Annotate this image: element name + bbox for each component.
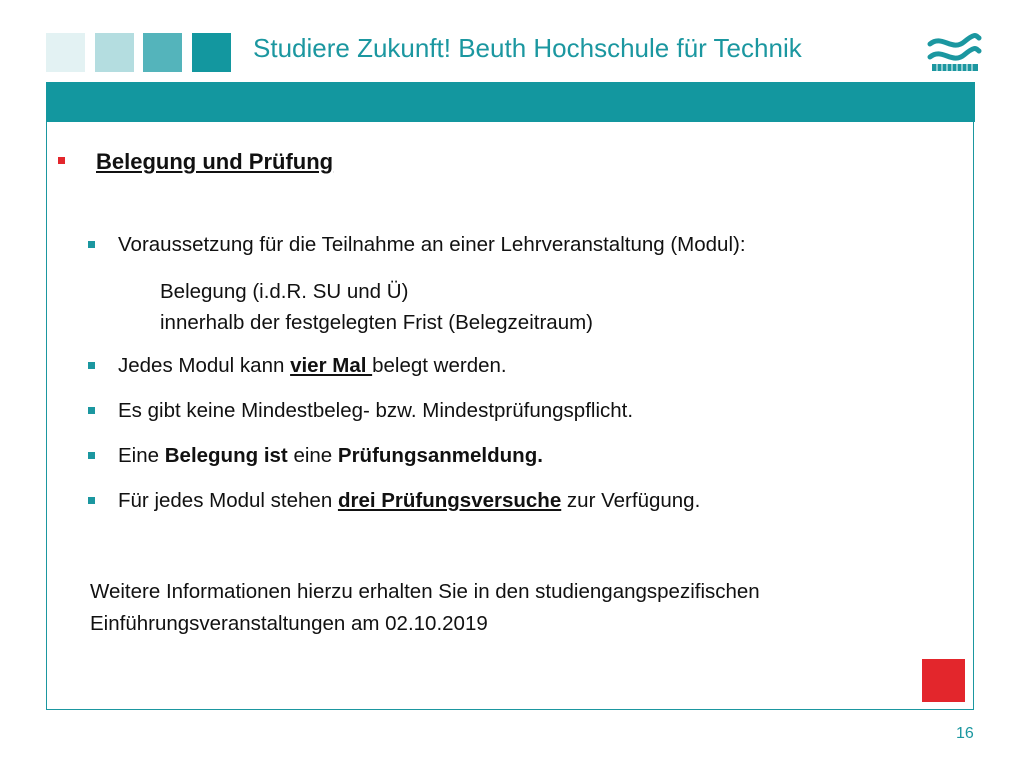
bullet-icon: [88, 497, 95, 504]
bold-text: Belegung ist: [164, 444, 288, 467]
list-item-vier-mal: [118, 354, 507, 379]
bold-text: Prüfungsanmeldung.: [337, 444, 543, 467]
list-item-keine: Es gibt keine Mindestbeleg- bzw. Mindestprüfungspflicht.: [118, 399, 634, 422]
belegung-line-1: Belegung (i.d.R. SU und Ü): [160, 280, 409, 303]
decor-square-4: [192, 33, 231, 72]
emphasis-text: drei Prüfungsversuche: [337, 489, 562, 512]
bullet-icon: [88, 452, 95, 459]
decor-square-3: [143, 33, 182, 72]
section-heading: Belegung und Prüfung: [96, 149, 334, 174]
belegung-line-2: innerhalb der festgelegten Frist (Belegzeitraum): [160, 311, 593, 334]
heading-bullet-icon: [58, 157, 65, 164]
text-part: belegt werden.: [372, 354, 507, 377]
text-part: Für jedes Modul stehen: [118, 489, 338, 512]
page-number: 16: [956, 725, 974, 742]
list-item-pruefungsversuche: [118, 489, 700, 514]
text-part: eine: [287, 444, 338, 467]
decor-square-2: [95, 33, 134, 72]
list-item-belegung: [118, 444, 543, 469]
bullet-icon: [88, 362, 95, 369]
list-item-voraussetzung: Voraussetzung für die Teilnahme an einer Lehrveranstaltung (Modul):: [118, 233, 746, 256]
text-part: Jedes Modul kann: [118, 354, 291, 377]
decor-square-1: [46, 33, 85, 72]
bullet-icon: [88, 241, 95, 248]
emphasis-text: vier Mal: [290, 354, 373, 377]
beuth-logo-icon: [926, 30, 982, 76]
text-part: Eine: [118, 444, 165, 467]
text-part: zur Verfügung.: [561, 489, 701, 512]
info-line-1: Weitere Informationen hierzu erhalten Sie in den studiengangspezifischen: [90, 580, 760, 603]
info-line-2: Einführungsveranstaltungen am 02.10.2019: [90, 612, 488, 635]
red-square-marker: [922, 659, 965, 702]
title-bar: [46, 82, 975, 122]
bullet-icon: [88, 407, 95, 414]
header-title: Studiere Zukunft! Beuth Hochschule für Technik: [253, 33, 802, 63]
